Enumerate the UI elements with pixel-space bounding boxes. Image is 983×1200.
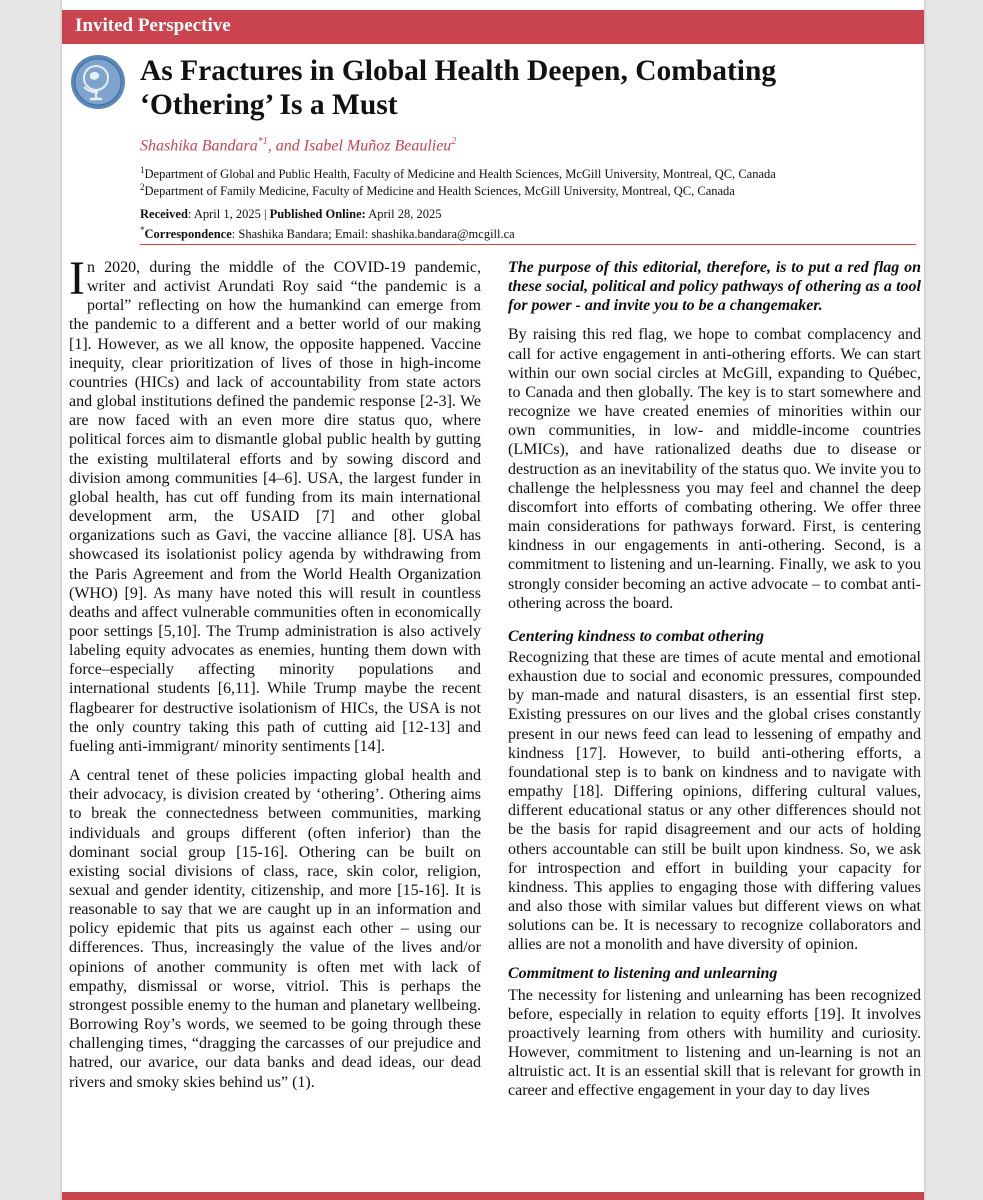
- left-paragraph-2: A central tenet of these policies impacting global health and their advocacy, is division created by ‘othering’. Othering aims to break the connectedness between communities, marking individuals and groups different (often inferior) than the dominant social group [15-16]. Othering can be built on existing social divisions of class, race, skin color, religion, sexual and gender identity, citizenship, and more [15-16]. It is reasonable to say that we are caught up in an information and policy epidemic that pits us against each other – using our differences. Thus, increasingly the value of the lives and/or opinions of another community is often met with lack of empathy, dismissal or worse, vitriol. This is perhaps the strongest possible enemy to the human and planetary wellbeing. Borrowing Roy’s words, we seemed to be going through these challenging times, “dragging the carcasses of our prejudice and hatred, our avarice, our data banks and dead ideas, our dead rivers and smoky skies behind us” (1).: [69, 767, 481, 1091]
- title-line-1: As Fractures in Global Health Deepen, Combating: [140, 55, 777, 87]
- drop-cap: I: [69, 252, 85, 305]
- received-date: : April 1, 2025 |: [187, 207, 270, 221]
- published-date: April 28, 2025: [365, 207, 442, 221]
- section-banner: [62, 10, 924, 44]
- publication-dates: [140, 206, 442, 222]
- received-label: Received: [140, 207, 188, 221]
- section-heading-listening: Commitment to listening and unlearning: [508, 965, 778, 983]
- left-paragraph-1: [69, 252, 481, 756]
- correspondence: *Correspondence: Shashika Bandara; Email: shashika.bandara@mcgill.ca: [140, 225, 515, 242]
- affiliation-1-text: Department of Global and Public Health, Faculty of Medicine and Health Sciences, McGill University, Montreal, QC, Canada: [144, 167, 776, 182]
- author-1-sup: *1: [257, 136, 268, 147]
- footer-bar: [62, 1192, 924, 1200]
- right-paragraph-1: By raising this red flag, we hope to combat complacency and call for active engagement in anti-othering efforts. We can start within our own social circles at McGill, expanding to Québec, to Canada and then globally. The key is to start somewhere and recognize we have created enemies of minorities within our own communities, in low- and middle-income countries (LMICs), and have rationalized deaths due to disease or destruction as an inevitability of the status quo. We invite you to challenge the helplessness you may feel and channel the deep discomfort into efforts of combating othering. We offer three main considerations for pathways forward. First, is centering kindness in our engagements in anti-othering. Second, is a commitment to listening and un-learning. Finally, we ask to you strongly consider becoming an active advocate – to combat anti-othering across the board.: [508, 326, 921, 612]
- affiliation-2: $^2$Department of Family Medicine, Faculty of Medicine and Health Sciences, McGill University, Montreal, QC, Canada: [140, 182, 735, 199]
- right-paragraph-3: The necessity for listening and unlearning has been recognized before, especially in relation to equity efforts [19]. It involves proactively learning from others with humility and curiosity. However, commitment to listening and un-learning is not an altruistic act. It is an essential skill that is relevant for growth in career and effective engagement in your day to day lives: [508, 986, 921, 1100]
- right-paragraph-2: Recognizing that these are times of acute mental and emotional exhaustion due to social and economic pressures, compounded by man-made and natural disasters, is an essential first step. Existing pressures on our lives and the global crises constantly present in our news feed can lead to lessening of empathy and kindness [17]. However, to build anti-othering efforts, a foundational step is to bank on kindness and to navigate with empathy [18]. Differing opinions, differing cultural values, different educational status or any other differences should not be the basis for rapid disagreement and our acts of holding others accountable can still be built upon kindness. So, we ask for introspection and effort in building your capacity for kindness. This applies to engaging those with differing values and also those with similar values but different views on what solutions can be. It is necessary to recognize collaborators and allies are not a monolith and have diversity of opinion.: [508, 648, 921, 954]
- globe-icon: [70, 54, 126, 110]
- left-column: [69, 252, 481, 1102]
- banner-label: Invited Perspective: [75, 15, 231, 36]
- left-paragraph-1-text: n 2020, during the middle of the COVID-19 pandemic, writer and activist Arundati Roy said “the pandemic is a portal” reflecting on how the humankind can emerge from the pandemic to a different and a better world of our making [1]. However, as we all know, the opposite happened. Vaccine inequity, clear prioritization of lives of those in high-income countries (HICs) and lack of accountability from state actors and global institutions defined the pandemic response [2-3]. We are now faced with an even more dire status quo, where political forces aim to dismantle global public health by gutting the existing multilateral efforts and by sowing discord and division among communities [4–6]. USA, the largest funder in global health, has cut off funding from its main international development arm, the USAID [7] and other global organizations such as Gavi, the vaccine alliance [8]. USA has showcased its isolationist policy agenda by withdrawing from the Paris Agreement and from the World Health Organization (WHO) [9]. As many have noted this will result in countless deaths and affect vulnerable communities often in economically poor settings [5,10]. The Trump administration is also actively labeling equity advocates as enemies, hunting them down with force–especially affecting minority populations and international students [6,11]. While Trump maybe the recent flagbearer for destructive isolationism of HICs, the USA is not the only country taking this path of cutting aid [12-13] and fueling anti-immigrant/ minority sentiments [14].: [69, 259, 481, 755]
- header-divider: [140, 244, 916, 245]
- right-column: [508, 258, 921, 1111]
- author-2-sup: 2: [451, 136, 457, 147]
- article-page: [62, 0, 924, 1200]
- correspondence-label: Correspondence: [144, 227, 232, 242]
- section-heading-kindness: Centering kindness to combat othering: [508, 627, 765, 645]
- affiliation-2-text: Department of Family Medicine, Faculty of Medicine and Health Sciences, McGill University, Montreal, QC, Canada: [144, 184, 735, 199]
- author-1: Shashika Bandara: [140, 137, 258, 155]
- article-title: [140, 54, 910, 122]
- published-label: Published Online:: [269, 207, 366, 221]
- author-line: [140, 136, 456, 155]
- correspondence-text: : Shashika Bandara; Email: shashika.bandara@mcgill.ca: [231, 227, 515, 242]
- author-2: Isabel Muñoz Beaulieu: [303, 137, 452, 155]
- title-line-2: ‘Othering’ Is a Must: [140, 89, 398, 121]
- affiliation-1: $^1$Department of Global and Public Health, Faculty of Medicine and Health Sciences, McGill University, Montreal, QC, Canada: [140, 165, 776, 182]
- lead-statement: The purpose of this editorial, therefore, is to put a red flag on these social, political and policy pathways of othering as a tool for power - and invite you to be a changemaker.: [508, 259, 921, 315]
- author-separator: , and: [267, 137, 304, 155]
